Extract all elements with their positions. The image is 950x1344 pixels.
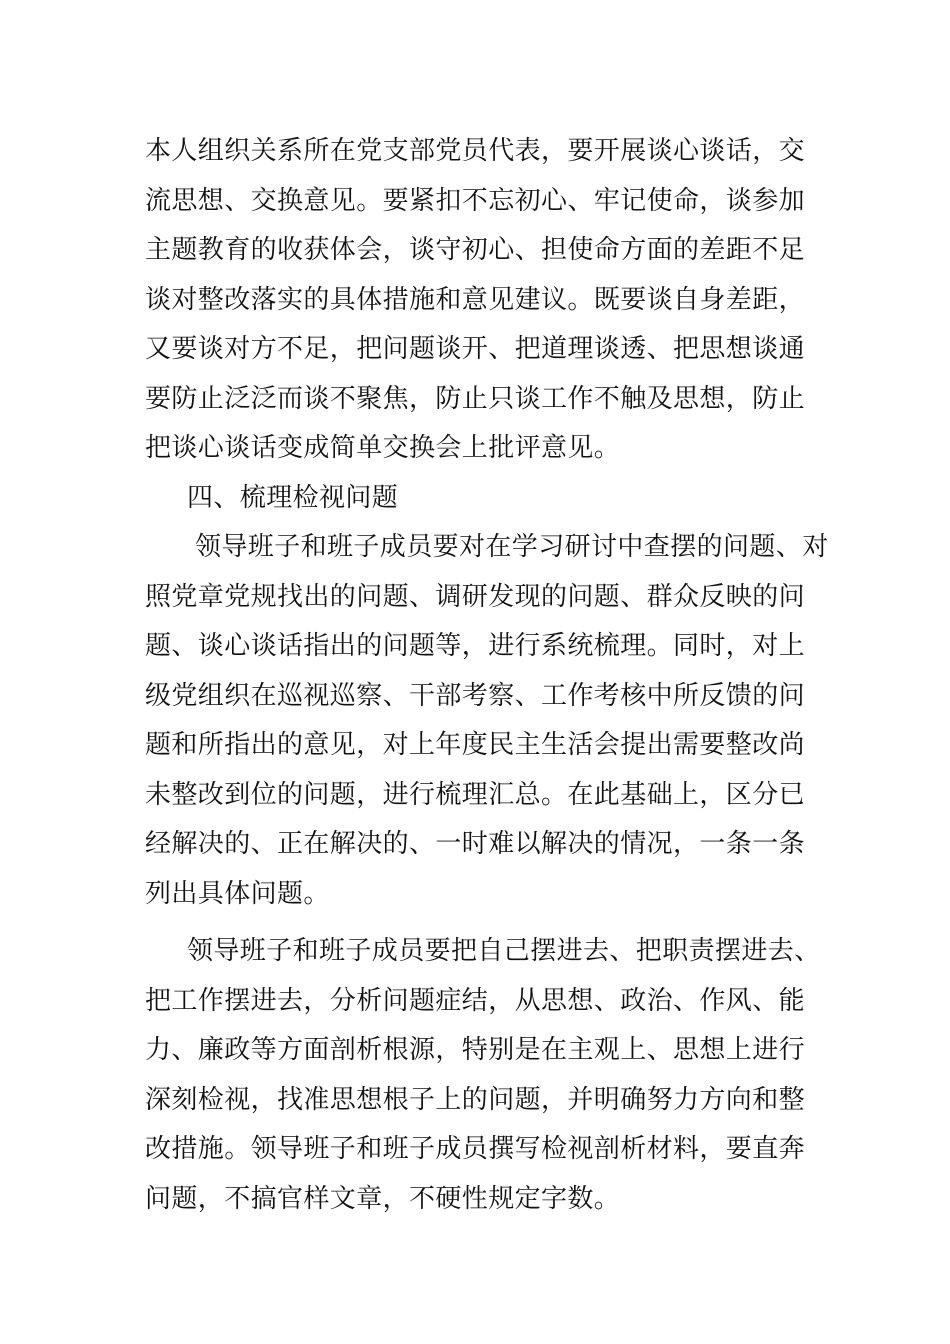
document-body: [145, 127, 829, 1224]
section-heading: 四、梳理检视问题: [187, 482, 399, 513]
text-line: 本人组织关系所在党支部党员代表，要开展谈心谈话，交: [145, 136, 806, 166]
text-line: 把工作摆进去，分析问题症结，从思想、政治、作风、能: [145, 985, 806, 1016]
text-line: 照党章党规找出的问题、调研发现的问题、群众反映的问: [145, 581, 806, 612]
text-line: 改措施。领导班子和班子成员撰写检视剖析材料，要直奔: [145, 1134, 806, 1164]
text-line: 领导班子和班子成员要把自己摆进去、把职责摆进去、: [187, 936, 821, 966]
text-line: 要防止泛泛而谈不聚焦，防止只谈工作不触及思想，防止: [145, 383, 806, 414]
text-line: 主题教育的收获体会，谈守初心、担使命方面的差距不足: [145, 235, 806, 265]
text-line: 又要谈对方不足，把问题谈开、把道理谈透、把思想谈通: [145, 334, 806, 364]
text-line: 题和所指出的意见，对上年度民主生活会提出需要整改尚: [145, 730, 806, 760]
text-line: 列出具体问题。: [145, 878, 330, 909]
text-line: 未整改到位的问题，进行梳理汇总。在此基础上，区分已: [145, 779, 806, 810]
text-line: 谈对整改落实的具体措施和意见建议。既要谈自身差距，: [145, 284, 806, 315]
text-line: 深刻检视，找准思想根子上的问题，并明确努力方向和整: [145, 1084, 806, 1115]
paragraph-gap: [145, 919, 825, 927]
paragraph-1: [145, 523, 829, 919]
intro-paragraph: [145, 127, 825, 474]
text-line: 问题，不搞官样文章，不硬性规定字数。: [145, 1183, 621, 1214]
paragraph-2: [145, 927, 825, 1224]
text-line: 把谈心谈话变成简单交换会上批评意见。: [145, 433, 621, 463]
text-line: 级党组织在巡视巡察、干部考察、工作考核中所反馈的问: [145, 680, 806, 711]
text-line: 力、廉政等方面剖析根源，特别是在主观上、思想上进行: [145, 1035, 806, 1065]
text-line: 领导班子和班子成员要对在学习研讨中查摆的问题、对: [195, 532, 829, 562]
text-line: 题、谈心谈话指出的问题等，进行系统梳理。同时，对上: [145, 631, 806, 661]
text-line: 经解决的、正在解决的、一时难以解决的情况，一条一条: [145, 829, 806, 859]
text-line: 流思想、交换意见。要紧扣不忘初心、牢记使命，谈参加: [145, 185, 806, 216]
